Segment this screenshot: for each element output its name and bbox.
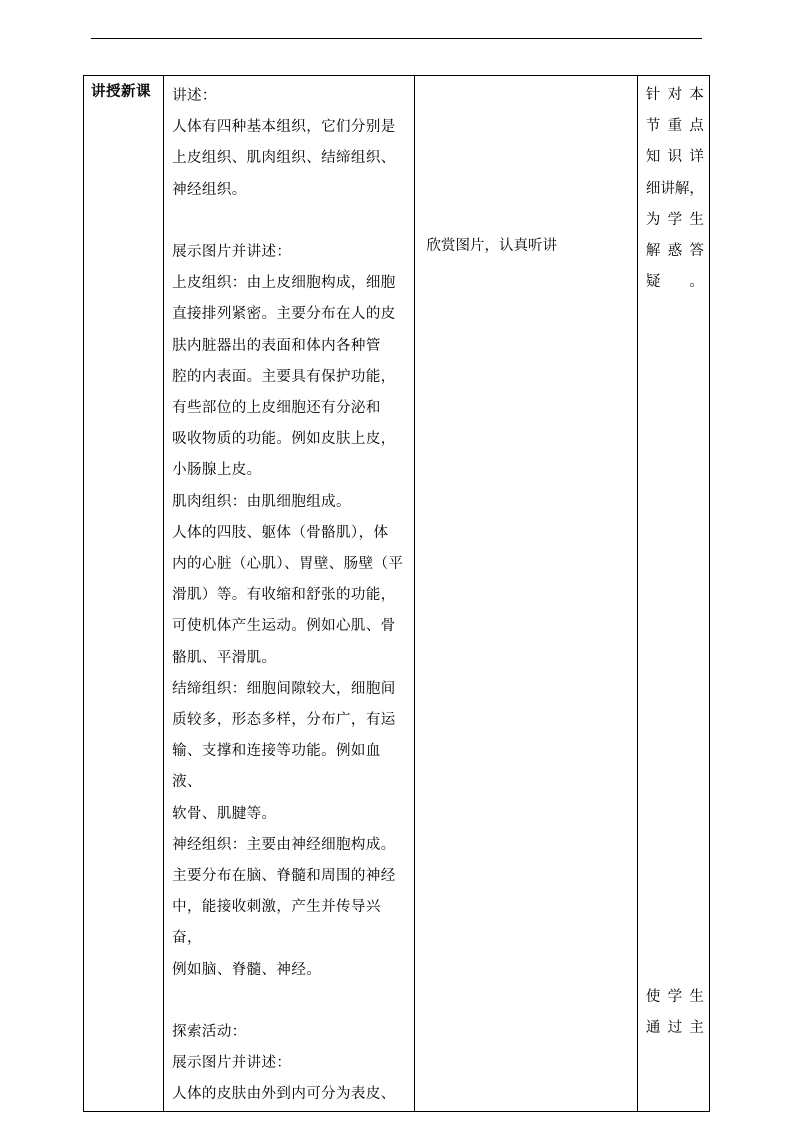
stage-label: 讲授新课 [84,76,164,1112]
lesson-plan-table [83,75,710,1112]
teacher-line: 软骨、肌腱等。 [172,805,277,822]
teacher-line: 上皮组织、肌肉组织、结缔组织、 [172,150,396,167]
teacher-line: 肌肉组织：由肌细胞组成。 [172,493,351,510]
purpose-line: 节重点 [645,118,704,135]
teacher-line: 神经组织。 [172,181,247,198]
purpose-line: 疑。 [645,274,704,291]
header-rule [91,38,702,39]
teacher-line: 上皮组织：由上皮细胞构成，细胞 [172,275,396,292]
purpose-line: 使学生 [645,989,704,1005]
purpose-line: 为学生 [645,211,704,228]
teacher-activity-cell [164,76,414,1112]
teacher-line: 有些部位的上皮细胞还有分泌和 [172,400,381,417]
teacher-line: 直接排列紧密。主要分布在人的皮 [172,306,396,323]
teacher-activity-text [172,81,409,1111]
teacher-line: 人体的四肢、躯体（骨骼肌），体 [172,524,389,541]
design-purpose-cell [637,76,709,1112]
teacher-line: 展示图片并讲述： [172,244,292,260]
student-activity-text: 欣赏图片，认真听讲 [426,238,558,254]
teacher-line: 可使机体产生运动。例如心肌、骨 [172,618,396,635]
teacher-line: 骼肌、平滑肌。 [172,649,277,666]
teacher-line: 肤内脏器出的表面和体内各种管 [172,337,381,354]
teacher-line: 例如脑、脊髓、神经。 [172,961,322,978]
purpose-line: 细讲解， [645,180,704,197]
teacher-line: 主要分布在脑、脊髓和周围的神经 [172,868,396,885]
purpose-line: 针对本 [645,87,704,103]
teacher-line: 展示图片并讲述： [172,1055,292,1072]
teacher-line: 内的心脏（心肌）、胃壁、肠壁（平 [172,556,404,573]
teacher-line: 结缔组织：细胞间隙较大，细胞间 [172,680,396,697]
purpose-line: 通过主 [645,1020,704,1037]
teacher-line: 输、支撑和连接等功能。例如血液、 [172,743,381,791]
teacher-line: 神经组织：主要由神经细胞构成。 [172,836,396,853]
teacher-line: 中，能接收刺激，产生并传导兴奋， [172,899,381,947]
table-row [84,76,710,1112]
teacher-line: 腔的内表面。主要具有保护功能， [172,368,396,385]
student-activity-cell [414,76,637,1112]
teacher-line: 讲述： [172,88,217,104]
teacher-line: 人体有四种基本组织，它们分别是 [172,119,396,136]
teacher-line: 吸收物质的功能。例如皮肤上皮， [172,431,396,448]
purpose-line: 知识详 [645,149,704,166]
teacher-line: 探索活动： [172,1024,247,1041]
teacher-line: 质较多，形态多样，分布广，有运 [172,712,396,729]
design-purpose-text-1 [646,80,704,298]
design-purpose-text-2 [646,982,704,1044]
teacher-line: 人体的皮肤由外到内可分为表皮、 [172,1086,396,1103]
purpose-line: 解惑答 [645,243,704,260]
teacher-line: 滑肌）等。有收缩和舒张的功能， [172,587,396,604]
teacher-line: 小肠腺上皮。 [172,462,262,479]
teacher-line [172,206,409,237]
teacher-line [172,986,409,1017]
